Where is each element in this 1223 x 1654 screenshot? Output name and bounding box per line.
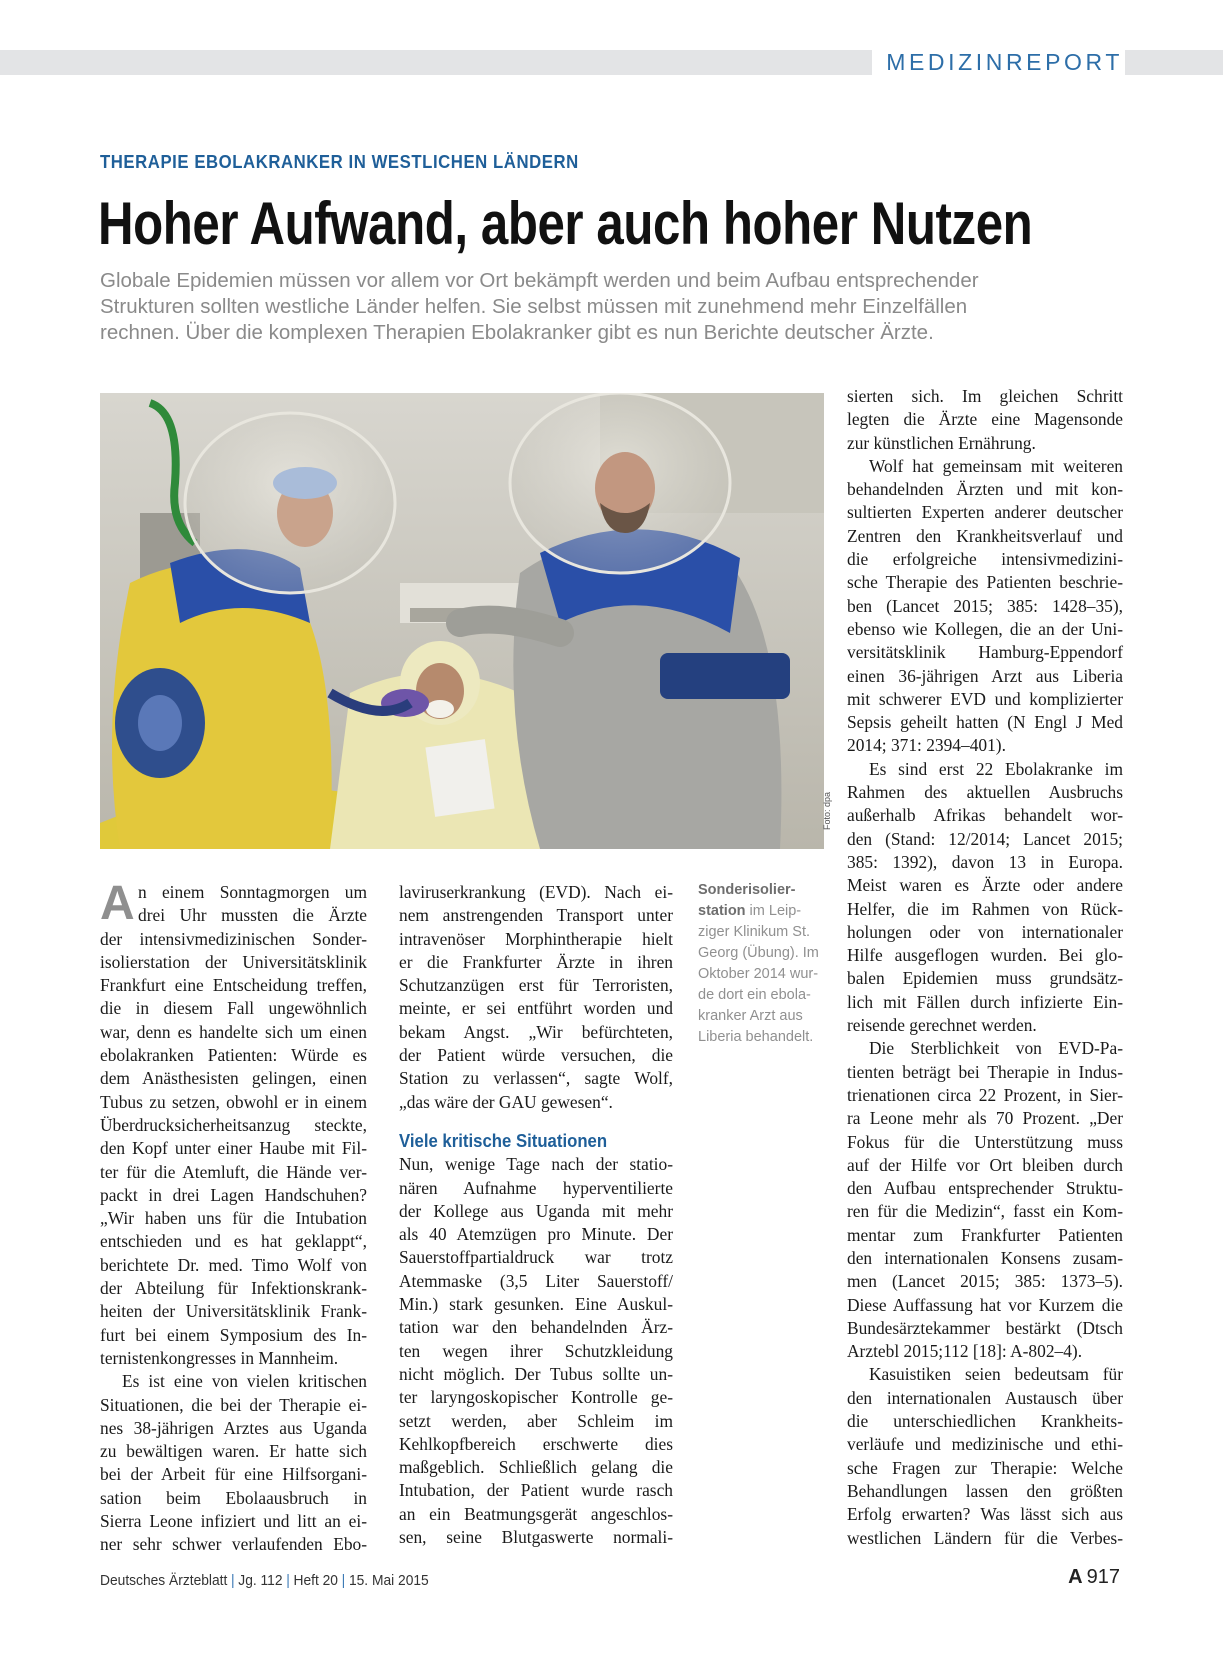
body-line: die in diesem Fall ungewöhnlich bbox=[100, 998, 367, 1019]
body-line: den (Stand: 12/2014; Lancet 2015; bbox=[847, 828, 1123, 849]
body-line: die erfolgreiche intensivmedizini- bbox=[847, 549, 1123, 570]
body-line: Rahmen des aktuellen Ausbruchs bbox=[847, 782, 1123, 803]
body-line: versitätsklinik Hamburg-Eppendorf bbox=[847, 642, 1123, 663]
body-line: Atemmaske (3,5 Liter Sauerstoff/ bbox=[399, 1270, 673, 1291]
article-column-3 bbox=[847, 385, 1123, 1550]
body-line: berichtete Dr. med. Timo Wolf von bbox=[100, 1254, 367, 1275]
body-line: sierten sich. Im gleichen Schritt bbox=[847, 386, 1123, 406]
body-line: außerhalb Afrikas behandelt wor- bbox=[847, 805, 1123, 826]
page-number bbox=[1068, 1566, 1120, 1589]
body-line: er die Frankfurter Ärzte in ihren bbox=[399, 951, 673, 972]
body-line: Meist waren es Ärzte oder andere bbox=[847, 875, 1123, 896]
body-line: n einem Sonntagmorgen um bbox=[138, 882, 367, 902]
body-line: Zentren den Krankheitsverlauf und bbox=[847, 525, 1123, 546]
body-line: Überdrucksicherheitsanzug steckte, bbox=[100, 1114, 367, 1135]
body-line: Tubus zu setzen, obwohl er in einem bbox=[100, 1091, 367, 1112]
body-line: Helfer, die im Rahmen von Rück- bbox=[847, 898, 1123, 919]
spacer bbox=[399, 1114, 673, 1130]
body-line: Situationen, die bei der Therapie ei- bbox=[100, 1394, 367, 1415]
body-line: verläufe und medizinische und ethi- bbox=[847, 1434, 1123, 1455]
body-line: bei der Arbeit für eine Hilfsorgani- bbox=[100, 1464, 367, 1485]
body-line: zur künstlichen Ernährung. bbox=[847, 432, 1036, 453]
body-line: Fokus für die Unterstützung muss bbox=[847, 1131, 1123, 1152]
isolation-ward-photo bbox=[100, 393, 824, 849]
body-line: der Abteilung für Infektionskrank- bbox=[100, 1278, 367, 1299]
body-line: ter für die Atemluft, die Hände ver- bbox=[100, 1161, 367, 1182]
body-line: men (Lancet 2015; 385: 1373–5). bbox=[847, 1271, 1123, 1292]
body-line: mit schwerer EVD und komplizierter bbox=[847, 688, 1123, 709]
body-line: sche Therapie des Patienten beschrie- bbox=[847, 572, 1123, 593]
body-line: dem Anästhesisten gelingen, einen bbox=[100, 1068, 367, 1089]
body-line: ternistenkongresses in Mannheim. bbox=[100, 1347, 339, 1368]
body-line: auf der Hilfe vor Ort bleiben durch bbox=[847, 1154, 1123, 1175]
body-line: Kehlkopfbereich erschwerte dies bbox=[399, 1433, 673, 1454]
body-line: meinte, er sei entführt worden und bbox=[399, 998, 673, 1019]
body-line: der Kollege aus Uganda mit mehr bbox=[399, 1200, 673, 1221]
page-prefix: A bbox=[1068, 1566, 1083, 1588]
journal-date: 15. Mai 2015 bbox=[348, 1572, 429, 1589]
body-line: ebenso wie Kollegen, die an der Uni- bbox=[847, 618, 1123, 639]
body-line: ben (Lancet 2015; 385: 1428–35), bbox=[847, 595, 1123, 616]
body-line: balen Epidemien muss grundsätz- bbox=[847, 968, 1123, 989]
body-line: behandelnden Ärzten und mit kon- bbox=[847, 479, 1123, 500]
body-line: als 40 Atemzügen pro Minute. Der bbox=[399, 1224, 673, 1245]
body-line: Station zu verlassen“, sagte Wolf, bbox=[399, 1068, 673, 1089]
body-line: sultierten Experten anderer deutscher bbox=[847, 502, 1123, 523]
body-line: Es sind erst 22 Ebolakranke im bbox=[869, 758, 1123, 779]
separator: | bbox=[231, 1572, 235, 1589]
body-line: Sauerstoffpartialdruck war trotz bbox=[399, 1247, 673, 1268]
body-line: Min.) stark gesunken. Eine Auskul- bbox=[399, 1294, 673, 1315]
body-line: Schutzanzügen erst für Terroristen, bbox=[399, 975, 673, 996]
journal-footer bbox=[100, 1572, 429, 1589]
body-line: sation beim Ebolaausbruch in bbox=[100, 1487, 367, 1508]
body-line: zu bewältigen waren. Er hatte sich bbox=[100, 1441, 367, 1462]
body-line: laviruserkrankung (EVD). Nach ei- bbox=[399, 882, 673, 902]
article-intro bbox=[100, 268, 1110, 346]
body-line: der intensivmedizinischen Sonder- bbox=[100, 928, 367, 949]
section-label: MEDIZINREPORT bbox=[872, 48, 1125, 76]
body-line: Behandlungen lassen den größten bbox=[847, 1480, 1123, 1501]
caption-line: Sonderisolier- bbox=[698, 882, 796, 898]
body-line: sche Fragen zur Therapie: Welche bbox=[847, 1457, 1123, 1478]
body-line: westlichen Ländern für die Verbes- bbox=[847, 1527, 1123, 1548]
body-line: holungen oder von internationaler bbox=[847, 921, 1123, 942]
body-line: isolierstation der Universitätsklinik bbox=[100, 951, 367, 972]
body-line: Sepsis geheilt hatten (N Engl J Med bbox=[847, 712, 1123, 733]
journal-volume: Jg. 112 bbox=[238, 1572, 283, 1589]
body-line: „das wäre der GAU gewesen“. bbox=[399, 1091, 613, 1112]
body-line: maßgeblich. Schließlich gelang die bbox=[399, 1457, 673, 1478]
article-column-2 bbox=[399, 881, 673, 1549]
caption-line: Oktober 2014 wur- bbox=[698, 966, 819, 982]
caption-line: station im Leip- bbox=[698, 903, 802, 919]
body-line: packt in drei Lagen Handschuhen? bbox=[100, 1184, 367, 1205]
intro-line: Strukturen sollten westliche Länder helfen. Sie selbst müssen mit zunehmend mehr Einzelfällen bbox=[100, 295, 968, 318]
page-number-value: 917 bbox=[1086, 1566, 1120, 1588]
body-line: tation war den behandelnden Ärz- bbox=[399, 1317, 673, 1338]
body-line: an ein Beatmungsgerät angeschlos- bbox=[399, 1503, 673, 1524]
body-line: sen, seine Blutgaswerte normali- bbox=[399, 1527, 673, 1548]
caption-line: Liberia behandelt. bbox=[698, 1029, 814, 1045]
caption-line: Georg (Übung). Im bbox=[698, 945, 819, 961]
body-line: Intubation, der Patient wurde rasch bbox=[399, 1480, 673, 1501]
body-line: ra Leone mehr als 70 Prozent. „Der bbox=[847, 1108, 1123, 1129]
body-line: Es ist eine von vielen kritischen bbox=[122, 1371, 367, 1392]
body-line: der Patient würde versuchen, die bbox=[399, 1045, 673, 1066]
body-line: den Aufbau entsprechender Struktu- bbox=[847, 1178, 1123, 1199]
body-line: Sierra Leone infiziert und litt an ei- bbox=[100, 1511, 367, 1532]
body-line: nem anstrengenden Transport unter bbox=[399, 905, 673, 926]
body-line: mentar zum Frankfurter Patienten bbox=[847, 1224, 1123, 1245]
body-line: ner sehr schwer verlaufenden Ebo- bbox=[100, 1534, 367, 1555]
body-line: Nun, wenige Tage nach der statio- bbox=[399, 1154, 673, 1175]
body-line: 2014; 371: 2394–401). bbox=[847, 735, 1006, 756]
caption-line: ziger Klinikum St. bbox=[698, 924, 811, 940]
body-line: ter laryngoskopischer Kontrolle ge- bbox=[399, 1387, 673, 1408]
body-line: nicht möglich. Der Tubus sollte un- bbox=[399, 1363, 673, 1384]
body-line: „Wir haben uns für die Intubation bbox=[100, 1208, 367, 1229]
body-line: Wolf hat gemeinsam mit weiteren bbox=[869, 455, 1123, 476]
body-line: den internationalen Konsens zusam- bbox=[847, 1247, 1123, 1268]
body-line: Die Sterblichkeit von EVD-Pa- bbox=[869, 1038, 1123, 1059]
drop-cap: A bbox=[100, 877, 135, 930]
article-photo bbox=[100, 393, 824, 849]
body-line: intravenöser Morphintherapie hielt bbox=[399, 928, 673, 949]
body-line: entschieden und es hat geklappt“, bbox=[100, 1231, 367, 1252]
body-line: Bundesärztekammer bestärkt (Dtsch bbox=[847, 1317, 1123, 1338]
article-kicker: THERAPIE EBOLAKRANKER IN WESTLICHEN LÄNDERN bbox=[100, 152, 579, 172]
article-title: Hoher Aufwand, aber auch hoher Nutzen bbox=[98, 190, 1033, 257]
body-line: die unterschiedlichen Krankheits- bbox=[847, 1411, 1123, 1432]
body-line: lich mit Fällen durch infizierte Ein- bbox=[847, 991, 1123, 1012]
body-line: einen 36-jährigen Arzt aus Liberia bbox=[847, 665, 1123, 686]
body-line: ebolakranken Patienten: Würde es bbox=[100, 1045, 367, 1066]
body-line: Frankfurt eine Entscheidung treffen, bbox=[100, 975, 367, 996]
photo-caption bbox=[698, 880, 826, 1048]
body-line: nären Aufnahme hyperventilierte bbox=[399, 1177, 673, 1198]
separator: | bbox=[286, 1572, 290, 1589]
body-line: tienten beträgt bei Therapie in Indus- bbox=[847, 1061, 1123, 1082]
caption-line: de dort ein ebola- bbox=[698, 987, 811, 1003]
body-line: Erfolg erwarten? Was lässt sich aus bbox=[847, 1504, 1123, 1525]
body-line: reisende gerechnet werden. bbox=[847, 1015, 1037, 1036]
body-line: nes 38-jährigen Arztes aus Uganda bbox=[100, 1417, 367, 1438]
body-line: drei Uhr mussten die Ärzte bbox=[138, 905, 367, 926]
body-line: heiten der Universitätsklinik Frank- bbox=[100, 1301, 367, 1322]
body-line: ren für die Medizin“, fasst ein Kom- bbox=[847, 1201, 1123, 1222]
separator: | bbox=[341, 1572, 346, 1589]
body-line: Kasuistiken seien bedeutsam für bbox=[869, 1364, 1123, 1385]
body-line: furt bei einem Symposium des In- bbox=[100, 1324, 367, 1345]
article-column-1 bbox=[100, 877, 367, 1557]
body-line: Hilfe ausgeflogen wurden. Bei glo- bbox=[847, 945, 1123, 966]
section-subhead: Viele kritische Situationen bbox=[399, 1130, 608, 1151]
body-line: den internationalen Austausch über bbox=[847, 1387, 1123, 1408]
journal-issue: Heft 20 bbox=[293, 1572, 338, 1589]
photo-credit: Foto: dpa bbox=[822, 791, 832, 830]
body-line: den Kopf unter einer Haube mit Fil- bbox=[100, 1138, 367, 1159]
body-line: war, denn es handelte sich um einen bbox=[100, 1021, 367, 1042]
caption-line: kranker Arzt aus bbox=[698, 1008, 803, 1024]
body-line: 385: 1392), davon 13 in Europa. bbox=[847, 851, 1123, 872]
journal-name: Deutsches Ärzteblatt bbox=[100, 1572, 228, 1589]
intro-line: Globale Epidemien müssen vor allem vor Ort bekämpft werden und beim Aufbau entsprechender bbox=[100, 269, 979, 292]
body-line: legten die Ärzte eine Magensonde bbox=[847, 409, 1123, 430]
body-line: ten wegen ihrer Schutzkleidung bbox=[399, 1340, 673, 1361]
body-line: trienationen circa 22 Prozent, in Sier- bbox=[847, 1084, 1123, 1105]
body-line: Diese Auffassung hat vor Kurzem die bbox=[847, 1294, 1123, 1315]
body-line: Arztebl 2015;112 [18]: A-802–4). bbox=[847, 1341, 1083, 1362]
intro-line: rechnen. Über die komplexen Therapien Ebolakranker gibt es nun Berichte deutscher Ärzte. bbox=[100, 321, 934, 344]
body-line: setzt werden, aber Schleim im bbox=[399, 1410, 673, 1431]
body-line: bekam Angst. „Wir befürchteten, bbox=[399, 1021, 673, 1042]
